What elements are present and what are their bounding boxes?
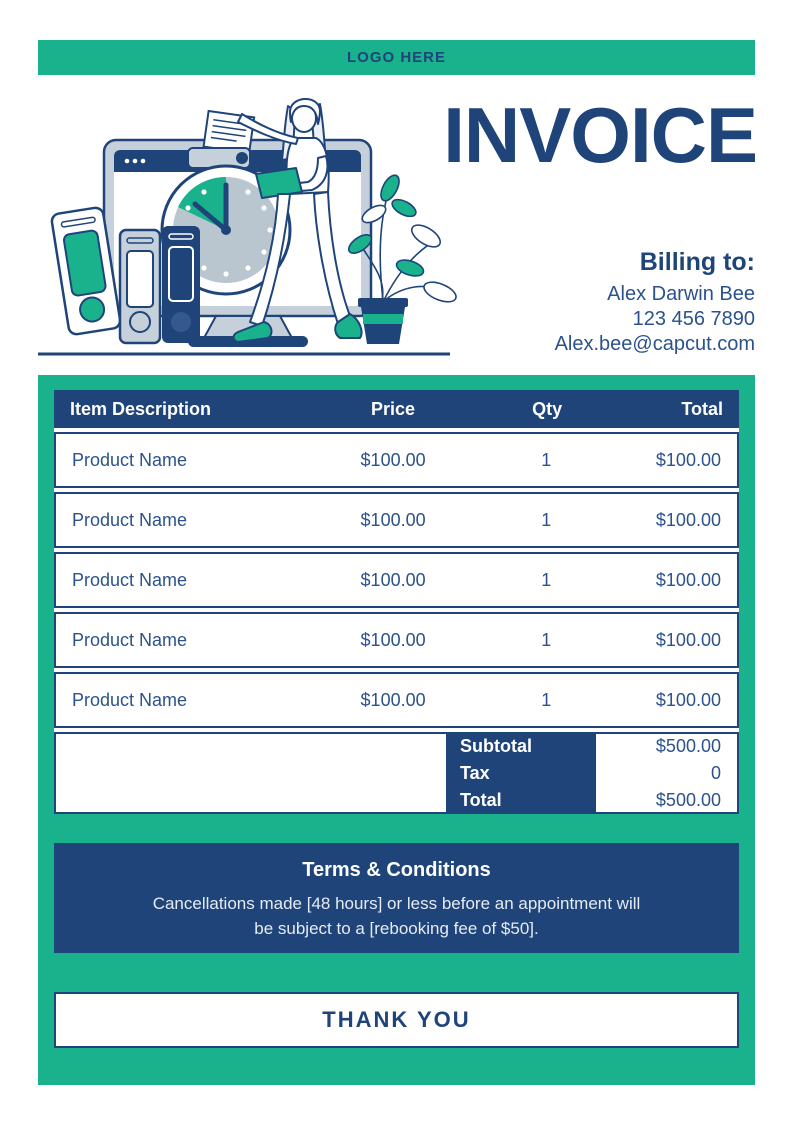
cell-qty: 1 — [541, 629, 552, 650]
table-row — [54, 432, 739, 488]
table-header-row — [54, 390, 739, 428]
col-header-price: Price — [371, 398, 416, 419]
thank-you-banner — [54, 992, 739, 1048]
subtotal-label: Subtotal — [460, 736, 532, 756]
cell-qty: 1 — [541, 569, 552, 590]
total-value: $500.00 — [655, 790, 721, 810]
col-header-qty: Qty — [532, 398, 563, 419]
terms-title: Terms & Conditions — [302, 859, 491, 881]
items-table — [54, 390, 739, 814]
cell-description: Product Name — [72, 509, 188, 530]
summary-spacer — [56, 734, 446, 812]
cell-description: Product Name — [72, 569, 188, 590]
totals-summary — [54, 732, 739, 814]
cell-qty: 1 — [541, 449, 552, 470]
table-row — [54, 552, 739, 608]
cell-price: $100.00 — [360, 689, 426, 710]
total-label: Total — [460, 790, 502, 810]
billing-name: Alex Darwin Bee — [607, 283, 755, 305]
invoice-illustration — [38, 86, 458, 358]
summary-labels — [446, 734, 596, 812]
cell-total: $100.00 — [655, 629, 721, 650]
col-header-description: Item Description — [70, 398, 212, 419]
cell-description: Product Name — [72, 689, 188, 710]
cell-total: $100.00 — [655, 689, 721, 710]
terms-and-conditions — [54, 843, 739, 953]
col-header-total: Total — [681, 398, 723, 419]
cell-description: Product Name — [72, 449, 188, 470]
tax-value: 0 — [710, 763, 721, 783]
table-row — [54, 672, 739, 728]
cell-price: $100.00 — [360, 629, 426, 650]
billing-block — [555, 248, 755, 357]
cell-description: Product Name — [72, 629, 188, 650]
cell-total: $100.00 — [655, 569, 721, 590]
invoice-body — [38, 375, 755, 1085]
terms-text-line: be subject to a [rebooking fee of $50]. — [254, 919, 539, 938]
terms-text-line: Cancellations made [48 hours] or less before an appointment will — [152, 894, 641, 913]
cell-total: $100.00 — [655, 509, 721, 530]
table-row — [54, 612, 739, 668]
summary-values — [596, 734, 737, 812]
cell-price: $100.00 — [360, 509, 426, 530]
thank-you-text: THANK YOU — [322, 1007, 471, 1032]
billing-email: Alex.bee@capcut.com — [554, 333, 755, 355]
logo-placeholder-text: LOGO HERE — [346, 49, 446, 66]
cell-total: $100.00 — [655, 449, 721, 470]
tax-label: Tax — [460, 763, 490, 783]
subtotal-value: $500.00 — [655, 736, 721, 756]
page-title: INVOICE — [443, 91, 757, 179]
logo-bar — [38, 40, 755, 75]
billing-heading: Billing to: — [639, 248, 755, 276]
cell-price: $100.00 — [360, 449, 426, 470]
cell-price: $100.00 — [360, 569, 426, 590]
billing-phone: 123 456 7890 — [632, 308, 755, 330]
cell-qty: 1 — [541, 689, 552, 710]
table-row — [54, 492, 739, 548]
cell-qty: 1 — [541, 509, 552, 530]
